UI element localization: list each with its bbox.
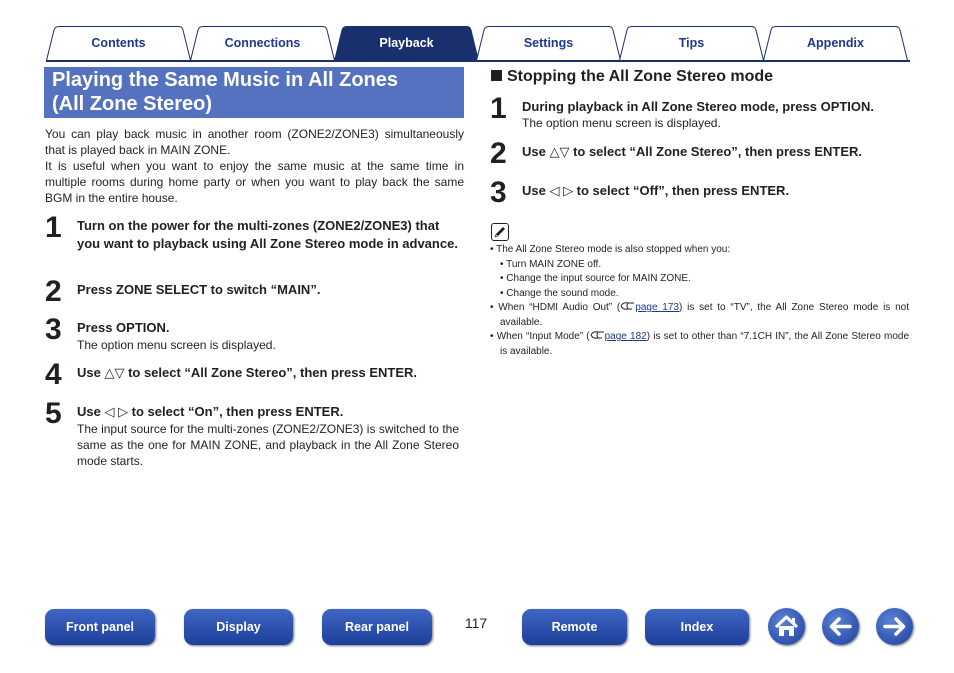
home-icon xyxy=(768,608,805,645)
tab-label: Contents xyxy=(91,36,146,50)
right-step-1 xyxy=(490,92,910,131)
page-182-link[interactable]: page 182 xyxy=(604,331,647,342)
note-text: ) is set to “TV”, the All Zone Stereo mode is not available. xyxy=(500,302,909,328)
note-item xyxy=(490,301,909,330)
arrow-right-icon xyxy=(876,608,913,645)
tab-label: Appendix xyxy=(807,36,864,50)
note-item xyxy=(490,330,909,359)
tab-appendix[interactable] xyxy=(763,26,908,61)
section-heading xyxy=(491,68,773,86)
remote-button[interactable]: Remote xyxy=(522,609,627,645)
step-number: 2 xyxy=(490,137,507,170)
step-heading: Press OPTION. xyxy=(77,320,170,335)
step-number: 1 xyxy=(490,92,507,125)
square-bullet-icon xyxy=(491,70,502,81)
note-text: • When “HDMI Audio Out” ( xyxy=(490,302,621,313)
page-title xyxy=(44,67,464,118)
step-number: 2 xyxy=(45,275,62,308)
note-text: • When “Input Mode” ( xyxy=(490,331,590,342)
page-number: 117 xyxy=(464,615,488,631)
rear-panel-button[interactable]: Rear panel xyxy=(322,609,432,645)
step-heading: During playback in All Zone Stereo mode, press OPTION. xyxy=(522,99,875,114)
page-173-link[interactable]: page 173 xyxy=(635,302,679,313)
tab-label: Playback xyxy=(379,36,434,50)
tab-label: Tips xyxy=(678,36,705,50)
right-step-2 xyxy=(490,137,910,170)
notes xyxy=(490,243,909,359)
tab-playback[interactable] xyxy=(334,26,479,61)
step-description: The option menu screen is displayed. xyxy=(522,116,721,130)
reference-hand-icon xyxy=(620,301,635,311)
step-description: The option menu screen is displayed. xyxy=(77,337,276,352)
note-subitem: • Turn MAIN ZONE off. xyxy=(500,258,602,270)
note-subitem: • Change the input source for MAIN ZONE. xyxy=(500,273,691,284)
right-step-3 xyxy=(490,176,910,209)
tab-settings[interactable] xyxy=(476,26,621,61)
step-number: 1 xyxy=(45,211,62,244)
step-heading: Use ◁ ▷ to select “Off”, then press ENTER. xyxy=(522,183,790,198)
tab-label: Connections xyxy=(224,36,301,50)
title-line-2: (All Zone Stereo) xyxy=(52,93,213,115)
step-number: 4 xyxy=(45,358,62,391)
note-item: • The All Zone Stereo mode is also stopped when you: xyxy=(490,244,731,255)
tab-bar xyxy=(46,26,910,62)
step-heading: Use △▽ to select “All Zone Stereo”, then press ENTER. xyxy=(77,365,418,380)
note-text: ) is set to other than “7.1CH IN”, the All Zone Stereo mode is available. xyxy=(500,331,910,357)
tab-connections[interactable] xyxy=(190,26,335,61)
display-button[interactable]: Display xyxy=(184,609,293,645)
back-button[interactable] xyxy=(822,608,859,645)
index-button[interactable]: Index xyxy=(645,609,749,645)
forward-button[interactable] xyxy=(876,608,913,645)
step-heading: Turn on the power for the multi-zones (ZONE2/ZONE3) that you want to playback using All Zone Stereo mode in advance. xyxy=(77,218,458,251)
note-subitem: • Change the sound mode. xyxy=(500,287,619,299)
left-step-5 xyxy=(45,397,465,469)
step-number: 3 xyxy=(490,176,507,209)
step-heading: Use ◁ ▷ to select “On”, then press ENTER. xyxy=(77,404,344,419)
left-step-1 xyxy=(45,211,465,252)
pencil-icon xyxy=(491,223,509,241)
tab-contents[interactable] xyxy=(46,26,191,61)
step-number: 3 xyxy=(45,313,62,346)
front-panel-button[interactable]: Front panel xyxy=(45,609,155,645)
left-step-3 xyxy=(45,313,465,353)
intro-paragraph-2: It is useful when you want to enjoy the same music at the same time in multiple rooms during home party or when you want to play back the same BGM in the entire house. xyxy=(45,159,464,205)
step-number: 5 xyxy=(45,397,62,430)
section-title: Stopping the All Zone Stereo mode xyxy=(507,68,774,85)
tab-divider xyxy=(46,60,910,62)
tab-tips[interactable] xyxy=(619,26,764,61)
home-button[interactable] xyxy=(768,608,805,645)
arrow-left-icon xyxy=(822,608,859,645)
reference-hand-icon xyxy=(590,330,605,340)
left-step-2 xyxy=(45,275,465,308)
intro-paragraph-1: You can play back music in another room (ZONE2/ZONE3) simultaneously that is played back in MAIN ZONE. xyxy=(45,127,464,157)
tab-label: Settings xyxy=(523,36,574,50)
step-description: The input source for the multi-zones (ZONE2/ZONE3) is switched to the same as the one for MAIN ZONE, and playback in the All Zone Stereo mode starts. xyxy=(77,421,459,468)
step-heading: Press ZONE SELECT to switch “MAIN”. xyxy=(77,282,321,297)
step-heading: Use △▽ to select “All Zone Stereo”, then press ENTER. xyxy=(522,144,863,159)
title-line-1: Playing the Same Music in All Zones xyxy=(52,69,399,91)
left-step-4 xyxy=(45,358,465,391)
intro-text xyxy=(45,126,464,206)
